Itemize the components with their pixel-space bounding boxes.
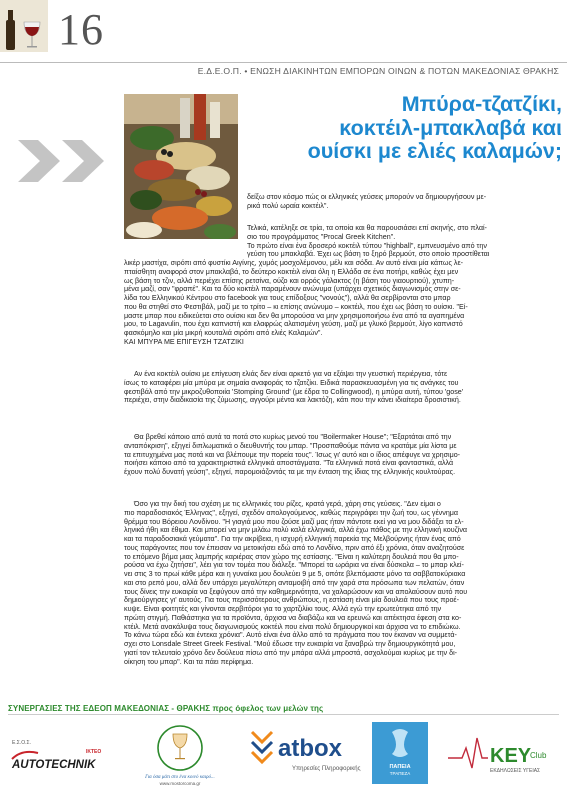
key-suffix: Club xyxy=(530,751,547,760)
text-line: οίκηση του μπαρ". Και τα πάει περίφημα. xyxy=(124,657,254,666)
beer-paragraph xyxy=(124,370,557,405)
key-club-logo[interactable] xyxy=(446,722,558,788)
text-line: πρώτη στιγμή. Παθιάστηκα για τα προϊόντα, άρχισα να διαβάζω και να ερευνώ και απέκτησα έφεση στα κο- xyxy=(124,613,462,622)
title-line: κοκτέιλ-μπακλαβά και xyxy=(339,115,562,140)
sponsors-divider xyxy=(8,714,559,715)
page-number: 16 xyxy=(58,5,104,54)
bank-name: ΠΑΠΕΙΑ xyxy=(389,764,411,770)
text-line: Αν ένα κοκτέιλ ουίσκι με επίγευση ελιάς δεν είναι αρκετό για να εξάψει την γευστική περιέργεια, τότε xyxy=(134,370,448,378)
text-line: νει στις 3 το πρωί κάθε μέρα και η γυναίκα μου δουλεύει 9 με 5, οπότε βλεπόμαστε μόνο τα σαββατοκύριακα xyxy=(124,570,466,578)
text-line: Θα βρεθεί κάποιο από αυτά τα ποτά στο κυρίως μενού του "Boilermaker House"; "Εξαρτάται από την xyxy=(134,433,452,441)
atbox-subtitle: Υπηρεσίες Πληροφορικής xyxy=(292,766,361,772)
subheading: ΚΑΙ ΜΠΥΡΑ ΜΕ ΕΠΙΓΕΥΣΗ ΤΖΑΤΖΙΚΙ xyxy=(124,337,244,346)
text-line: τα επιτυχημένα μας ποτά και να βλέπουμε την πορεία τους". Ίσως γι' αυτό και ο ίδιος απέφυγε να χρησιμο- xyxy=(124,450,461,459)
glass-url: www.mostorcoma.gr xyxy=(159,781,201,786)
bank-logo[interactable] xyxy=(372,722,428,784)
text-line: πταίσθητη αναφορά στον μπακλαβά, το δεύτερο κοκτέιλ είναι όλη η Ελλάδα σε ένα ποτήρι, καθώς έχει μεν xyxy=(124,267,459,276)
text-line: ρούσα να έχω ζητήσει", λέει για τον τομέα που διάλεξε. "Μπορεί τα ωράρια να είναι δύσκολα – το μπαρ κλεί- xyxy=(124,561,464,570)
title-line: Μπύρα-τζατζίκι, xyxy=(401,92,562,116)
text-line: και τα παραδοσιακά γεύματα". Για την ακρίβεια, η ισχυρή ελληνική παρεκία της Μελβούρνης ήταν ένας από xyxy=(124,535,461,543)
text-line: Τελικά, κατέληξε σε τρία, τα οποία και θα παρουσιάσει επί σκηνής, στο πλαί- xyxy=(247,224,487,232)
wine-thumbnail-image xyxy=(0,0,48,52)
text-line: μου, το Lagavulin, που έχει καπνιστή και ελαφρώς αλατισμένη γεύση, μαζί με γλυκό βερμούτ, λίγο καπνιστό xyxy=(124,320,463,329)
text-line: τους δίνεις την ευκαιρία να ξεφύγουν από την καθημερινότητα, να χαλαρώσουν και να απολαύσουν αυτό που xyxy=(124,587,468,596)
organization-name: Ε.Δ.Ε.Ο.Π. • ΕΝΩΣΗ ΔΙΑΚΙΝΗΤΩΝ ΕΜΠΟΡΩΝ ΟΙΝΩΝ & ΠΟΤΩΝ ΜΑΚΕΔΟΝΙΑΣ ΘΡΑΚΗΣ xyxy=(197,66,559,76)
food-platter-photo xyxy=(124,94,238,239)
text-line: ίσως το καταφέρει μία μπύρα με σημαία αναφοράς το τζατζίκι. Ειδικά παρασκευασμένη για τις ανάγκες του xyxy=(124,378,459,387)
text-line: φεστιβάλ από την μικροζυθοποιία 'Stomping Ground' (με έδρα το Collingwood), η μπύρα αυτή, τύπου 'gose' xyxy=(124,387,464,396)
text-line: που θα στηθεί στο Φεστιβάλ, μαζί με το τρίτο – κι επίσης ανώνυμο – κοκτέιλ, που έχει ως βάση το ουίσκι. "Εί- xyxy=(124,302,468,311)
text-line: γεύση του μπακλαβά. Έχει ως βάση το ξηρό βερμούτ, στο οποίο προστίθεται xyxy=(247,250,490,259)
autotechnik-logo[interactable] xyxy=(10,735,110,777)
text-line: και στο ρεπό μου, αλλά δεν υπάρχει μεγαλύτερη ανταμοιβή από την χαρά στα πρόσωπα των πελατών, όταν xyxy=(124,578,465,587)
text-line: μαστε μπαρ που ειδικεύεται στο ουίσκι και δεν θα μπορούσα να μην χρησιμοποιήσω ένα από τα αγαπημένα xyxy=(124,311,465,320)
text-line: τους παράγοντες που τον έπεισαν να μετοικήσει εδώ από το Λονδίνο, πριν από έξι χρόνια, όταν αναζητούσε xyxy=(124,543,465,552)
text-line: γιατί τον τελευταίο χρόνο δεν δούλευα πίσω από την μπάρα αλλά μπροστά, ασχολούμαι κυρίως με την δι- xyxy=(124,648,458,657)
autotechnik-name: AUTOTECHNIK xyxy=(12,759,96,771)
title-line: ουίσκι με ελιές καλαμών; xyxy=(307,139,562,163)
text-line: πιο παραδοσιακός Έλληνας", εξηγεί, σχεδόν απολογούμενος, καθώς περιγράφει την ζωή του, ως γέννημα xyxy=(124,508,459,517)
text-line: φασκόμηλο και μία μικρή κουταλιά σιρόπι από ελιές Καλαμών". xyxy=(124,329,323,337)
main-paragraph xyxy=(124,224,557,347)
text-line: κυψε. Είναι φοιτητές και γίνονται σερβιτόροι για το χαρτζιλίκι τους. Αλλά εγώ την ερωτεύτηκα από την xyxy=(124,605,442,613)
sponsors-heading: ΣΥΝΕΡΓΑΣΙΕΣ ΤΗΣ ΕΔΕΟΠ ΜΑΚΕΔΟΝΙΑΣ - ΘΡΑΚΗΣ προς όφελος των μελών της xyxy=(8,704,324,713)
autotechnik-small-text: Ε.Σ.Ο.Σ. xyxy=(12,740,31,746)
autotechnik-tag: IKTEO xyxy=(86,749,102,755)
chevrons-icon xyxy=(18,140,114,182)
text-line: δείξω στον κόσμο πώς οι ελληνικές γεύσεις μπορούν να δημιουργήσουν με- xyxy=(247,193,487,201)
menu-paragraph xyxy=(124,433,557,477)
glass-tagline: Για όσα μάτι στο ένα κοινό καιρό... xyxy=(145,775,215,780)
text-line: Όσο για την δική του σχέση με τις ελληνικές του ρίζες, κρατά γερά, χάρη στις γεύσεις. "Δεν είμαι ο xyxy=(134,500,441,508)
atbox-logo[interactable] xyxy=(248,722,362,788)
text-line: κτέιλ. Μετά ανακάλυψα τους διαγωνισμούς κοκτέιλ που είναι πολύ δημιουργικοί και άρχισα να το επιδιώκω. xyxy=(124,622,461,631)
header-divider xyxy=(0,62,567,63)
text-line: ληνικά ήθη και έθιμα. Και μπορεί να μην μιλάω πολύ καλά ελληνικά, αλλά έχω πάθος με την ελληνική κουζίνα xyxy=(124,526,468,535)
text-line: μένα μαζί, σαν "φραπέ". Και τα δύο κοκτέιλ παραμένουν ανώνυμα (υπάρχει σχετικός διαγωνισμός στην σε- xyxy=(124,285,461,294)
text-line: Το πρώτο είναι ένα δροσερό κοκτέιλ τύπου "highball", εμπνευσμένο από την xyxy=(247,241,487,250)
text-line: ανταπόκριση", εξηγεί διπλωματικά ο διευθυντής του μπαρ. "Προσπαθούμε πάντα να κρατάμε μία λίστα με xyxy=(124,441,457,450)
text-line: σιο του προγράμματος "Procal Greek Kitchen". xyxy=(247,232,396,241)
text-line: ποιήσει κάποιο από τα χαρακτηριστικά ελληνικά αποστάγματα. "Τα ελληνικά ποτά είναι φανταστικά, αλλά xyxy=(124,459,454,468)
text-line: δημιούργησες γι' αυτούς. Για τους περισσότερους ανθρώπους, η εστίαση είναι μία δουλειά που τους προέ- xyxy=(124,596,459,605)
text-line: λικέρ μαστίχα, σιρόπι από φυστίκι Αιγίνης, χυμός μοσχολέμονου, μέλι και σόδα. Αν αυτό είναι μία κάπως λε- xyxy=(124,259,464,267)
roots-paragraph xyxy=(124,500,557,666)
key-name: KEY xyxy=(490,745,532,767)
text-line: το επόμενο βήμα μιας λαμπρής καριέρας στον χώρο της εστίασης. "Είναι η καλύτερη δουλειά που θα μπο- xyxy=(124,552,459,561)
text-line: περιέχει, στην διαδικασία της ζύμωσης, αγγούρι μέντα και λακτόζη, κάτι που την κάνει ιδιαίτερα δροσιστική. xyxy=(124,396,461,405)
text-line: σχει στο Lonsdale Street Greek Festival. "Μού έδωσε την ευκαιρία να ξαναβρώ την δημιουργικότητά μου, xyxy=(124,640,456,648)
text-line: έχουν πολύ δυνατή γεύση", εξηγεί, παρομοιάζοντάς τα με την ένταση της ίδιας της ελληνικής κουλτούρας. xyxy=(124,468,456,476)
text-line: ρικά πολύ ωραία κοκτέιλ". xyxy=(247,201,329,210)
atbox-name: atbox xyxy=(278,735,343,762)
text-line: θρέμμα του Βόρειου Λονδίνου. "Η γιαγιά μου που ζούσε μαζί μας ήταν πάντοτε εκεί για να μου διδάξει τα ελ- xyxy=(124,517,464,526)
bank-sub: ΤΡΑΠΕΖΑ xyxy=(389,771,411,776)
intro-paragraph xyxy=(247,193,557,211)
text-line: λίδα του Ελληνικού Κέντρου στο facebook για τους επίδοξους "νονούς"), αλλά θα σερβίρονται στο μπαρ xyxy=(124,294,451,302)
text-line: ως βάση το τζιν, αλλά περιέχει επίσης ρετσίνα, ούζο και ορρός γάλακτος (η βάση του γιαουρτιού), χτυπη- xyxy=(124,276,455,285)
text-line: Το κάνω τώρα εδώ και έντεκα χρόνια". Αυτό είναι ένα άλλο από τα πράγματα που τον έκαναν να συμμετά- xyxy=(124,631,457,640)
wine-glass-logo[interactable] xyxy=(140,722,220,788)
key-subtitle: ΕΚΔΗΛΩΣΕΙΣ ΥΓΕΙΑΣ xyxy=(490,768,541,774)
article-title xyxy=(247,93,562,164)
